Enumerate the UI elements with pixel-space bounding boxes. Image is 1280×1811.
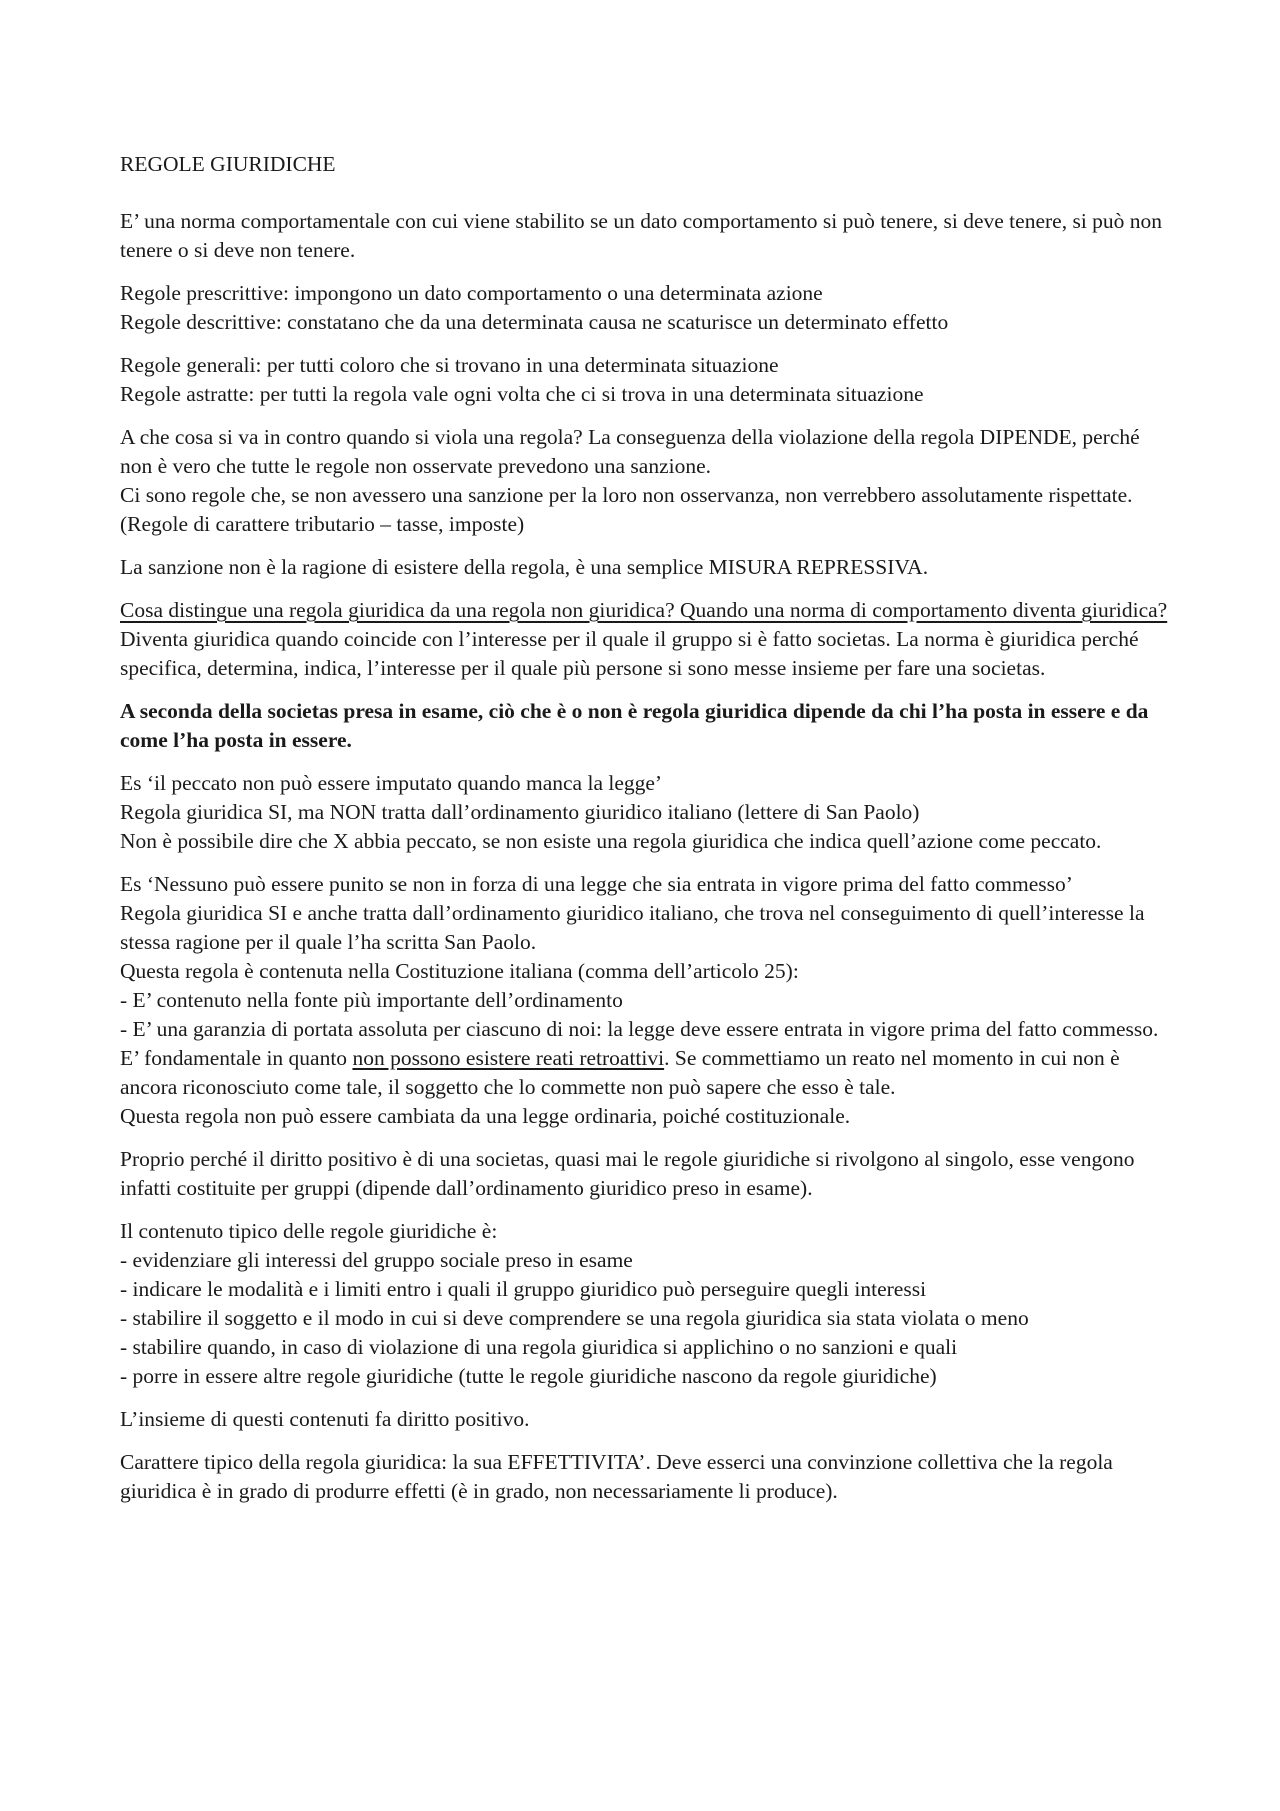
paragraph-example-1 <box>120 769 1170 856</box>
content-list-item: - evidenziare gli interessi del gruppo sociale preso in esame <box>120 1248 633 1272</box>
rule-general: Regole generali: per tutti coloro che si trovano in una determinata situazione <box>120 353 779 377</box>
paragraph-definition: E’ una norma comportamentale con cui viene stabilito se un dato comportamento si può tenere, si deve tenere, si può non tenere o si deve non tenere. <box>120 209 1163 262</box>
paragraph-sanction: La sanzione non è la ragione di esistere della regola, è una semplice MISURA REPRESSIVA. <box>120 555 929 579</box>
bullet-2-before: - E’ una garanzia di portata assoluta per ciascuno di noi: la legge deve essere entrata in vigore prima del fatto commesso. E’ fondamentale in quanto <box>120 1017 1159 1070</box>
content-list-item: - indicare le modalità e i limiti entro i quali il gruppo giuridico può perseguire quegli interessi <box>120 1277 927 1301</box>
violation-text: A che cosa si va in contro quando si viola una regola? La conseguenza della violazione della regola DIPENDE, perché non è vero che tutte le regole non osservate prevedono una sanzione. <box>120 425 1140 478</box>
juridical-answer: Diventa giuridica quando coincide con l’interesse per il quale il gruppo si è fatto societas. La norma è giuridica perché specifica, determina, indica, l’interesse per il quale più persone si sono messe insieme per fare una societas. <box>120 627 1139 680</box>
example-2-constitution: Questa regola è contenuta nella Costituzione italiana (comma dell’articolo 25): <box>120 959 799 983</box>
page-title: REGOLE GIURIDICHE <box>120 152 336 176</box>
paragraph-rule-types <box>120 279 1170 337</box>
paragraph-bold-statement: A seconda della societas presa in esame, ciò che è o non è regola giuridica dipende da chi l’ha posta in essere e da come l’ha posta in essere. <box>120 699 1149 752</box>
paragraph-example-2 <box>120 870 1170 1131</box>
example-2-bullet-1: - E’ contenuto nella fonte più importante dell’ordinamento <box>120 988 623 1012</box>
underlined-question: Cosa distingue una regola giuridica da una regola non giuridica? Quando una norma di comportamento diventa giuridica? <box>120 598 1168 622</box>
example-2-quote: Es ‘Nessuno può essere punito se non in forza di una legge che sia entrata in vigore prima del fatto commesso’ <box>120 872 1073 896</box>
rule-abstract: Regole astratte: per tutti la regola vale ogni volta che ci si trova in una determinata situazione <box>120 382 924 406</box>
rule-prescriptive: Regole prescrittive: impongono un dato comportamento o una determinata azione <box>120 281 823 305</box>
example-2-rule: Regola giuridica SI e anche tratta dall’ordinamento giuridico italiano, che trova nel conseguimento di quell’interesse la stessa ragione per il quale l’ha scritta San Paolo. <box>120 901 1145 954</box>
example-1-quote: Es ‘il peccato non può essere imputato quando manca la legge’ <box>120 771 663 795</box>
paragraph-summary: L’insieme di questi contenuti fa diritto positivo. <box>120 1407 530 1431</box>
bullet-2-after: . Se commettiamo un reato nel momento in cui non è ancora riconosciuto come tale, il soggetto che lo commette non può sapere che esso è tale. <box>120 1046 1120 1099</box>
content-list-item: - stabilire il soggetto e il modo in cui si deve comprendere se una regola giuridica sia stata violata o meno <box>120 1306 1029 1330</box>
paragraph-juridical <box>120 596 1170 683</box>
rule-descriptive: Regole descrittive: constatano che da una determinata causa ne scaturisce un determinato effetto <box>120 310 949 334</box>
sanction-text: Ci sono regole che, se non avessero una sanzione per la loro non osservanza, non verrebbero assolutamente rispettate. (Regole di carattere tributario – tasse, imposte) <box>120 483 1133 536</box>
example-1-rule: Regola giuridica SI, ma NON tratta dall’ordinamento giuridico italiano (lettere di San Paolo) <box>120 800 920 824</box>
paragraph-violation <box>120 423 1170 539</box>
underlined-phrase: non possono esistere reati retroattivi <box>352 1046 665 1070</box>
example-2-closing: Questa regola non può essere cambiata da una legge ordinaria, poiché costituzionale. <box>120 1104 851 1128</box>
content-list-intro: Il contenuto tipico delle regole giuridiche è: <box>120 1219 498 1243</box>
paragraph-effectiveness: Carattere tipico della regola giuridica: la sua EFFETTIVITA’. Deve esserci una convinzione collettiva che la regola giuridica è in grado di produrre effetti (è in grado, non necessariamente li produce). <box>120 1450 1113 1503</box>
example-2-bullet-2 <box>120 1015 1170 1102</box>
content-list-item: - stabilire quando, in caso di violazione di una regola giuridica si applichino o no sanzioni e quali <box>120 1335 958 1359</box>
paragraph-content-list <box>120 1217 1170 1391</box>
paragraph-general-abstract <box>120 351 1170 409</box>
content-list-item: - porre in essere altre regole giuridiche (tutte le regole giuridiche nascono da regole giuridiche) <box>120 1364 937 1388</box>
example-1-note: Non è possibile dire che X abbia peccato, se non esiste una regola giuridica che indica quell’azione come peccato. <box>120 829 1102 853</box>
paragraph-positive-law: Proprio perché il diritto positivo è di una societas, quasi mai le regole giuridiche si rivolgono al singolo, esse vengono infatti costituite per gruppi (dipende dall’ordinamento giuridico preso in esame). <box>120 1147 1135 1200</box>
